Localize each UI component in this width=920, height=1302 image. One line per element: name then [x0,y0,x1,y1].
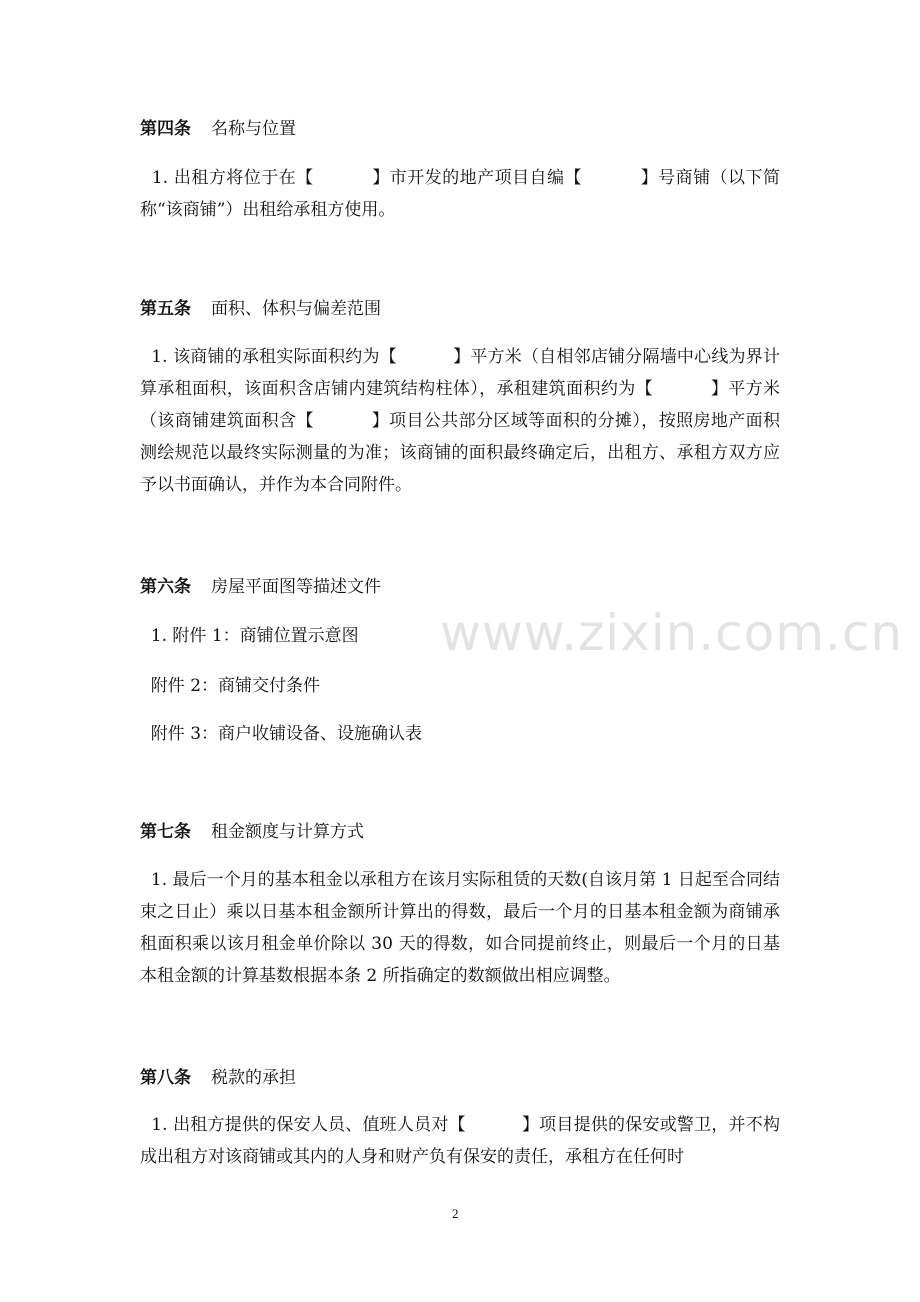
section-heading [140,820,364,844]
attachment-line: 1. 附件 1：商铺位置示意图 [140,626,359,646]
section-heading [140,117,296,141]
watermark: www.zixin.com.cn [440,604,904,662]
section-title: 租金额度与计算方式 [211,822,364,842]
section-number: 第八条 [140,1068,191,1088]
section-number: 第四条 [140,119,191,139]
section-paragraph: 1. 该商铺的承租实际面积约为【 】平方米（自相邻店铺分隔墙中心线为界计算承租面积，该面积含店铺内建筑结构柱体），承租建筑面积约为【 】平方米（该商铺建筑面积含【 】项目公共部分区域等面积的分摊），按照房地产面积测绘规范以最终实际测量的为准；该商铺的面积最终确定后，出租方、承租方双方应予以书面确认，并作为本合同附件。 [140,347,780,495]
attachment-line: 附件 3：商户收铺设备、设施确认表 [140,724,423,744]
section-number: 第五条 [140,299,191,319]
page-number: 2 [452,1206,459,1221]
section-number: 第七条 [140,822,191,842]
section-title: 税款的承担 [211,1068,296,1088]
section-title: 房屋平面图等描述文件 [211,577,381,597]
section-number: 第六条 [140,577,191,597]
section-title: 面积、体积与偏差范围 [211,299,381,319]
section-heading [140,575,381,599]
section-title: 名称与位置 [211,119,296,139]
section-heading [140,297,381,321]
section-paragraph: 1. 最后一个月的基本租金以承租方在该月实际租赁的天数(自该月第 1 日起至合同结束之日止）乘以日基本租金额所计算出的得数，最后一个月的日基本租金额为商铺承租面积乘以该月租金单价除以 30 天的得数，如合同提前终止，则最后一个月的日基本租金额的计算基数根据本条 2 所指确定的数额做出相应调整。 [140,870,780,986]
section-paragraph: 1. 出租方提供的保安人员、值班人员对【 】项目提供的保安或警卫，并不构成出租方对该商铺或其内的人身和财产负有保安的责任，承租方在任何时 [140,1115,780,1167]
attachment-line: 附件 2：商铺交付条件 [140,676,321,696]
section-heading [140,1066,296,1090]
section-paragraph: 1. 出租方将位于在【 】市开发的地产项目自编【 】号商铺（以下简称“该商铺”）出租给承租方使用。 [140,168,780,220]
